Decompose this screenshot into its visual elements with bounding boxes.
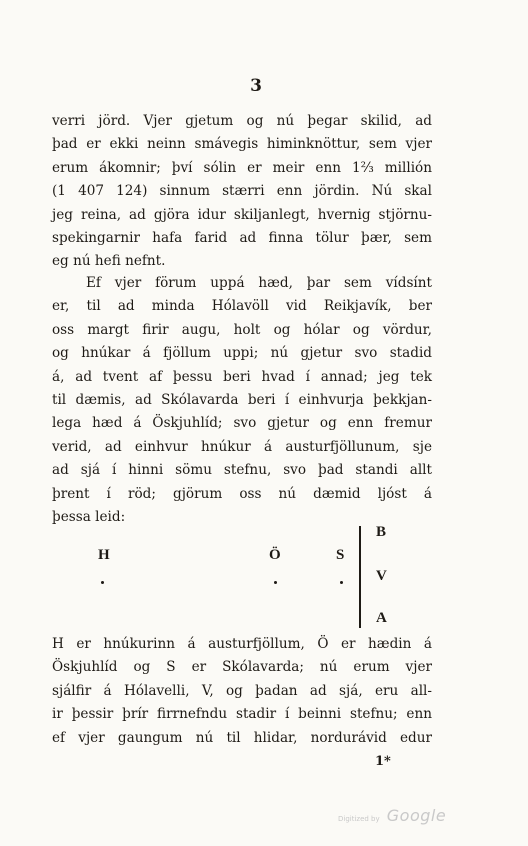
page-number: 3 [250, 76, 262, 96]
diagram-point-h [101, 581, 104, 584]
diagram-label-s: S [336, 547, 345, 563]
text-line: ef vjer gaungum nú til hlidar, nordurávid edur [52, 729, 432, 746]
watermark-brand: Google [386, 806, 447, 825]
diagram-label-a: A [376, 610, 387, 626]
text-line: sjálfir á Hólavelli, V, og þadan ad sjá, eru all- [52, 682, 432, 699]
text-line: verri jörd. Vjer gjetum og nú þegar skilid, ad [52, 113, 432, 129]
paragraph-2 [52, 272, 432, 529]
paragraph-1 [52, 110, 432, 274]
text-line: eg nú hefi nefnt. [52, 253, 166, 270]
text-line: þessa leid: [52, 508, 126, 525]
diagram-point-o [274, 581, 277, 584]
text-line: erum ákomnir; því sólin er meir enn 1⅔ millión [52, 159, 432, 176]
position-diagram [0, 520, 528, 632]
text-line: er, til ad minda Hólavöll vid Reikjavík, ber [52, 298, 432, 315]
diagram-vertical-line [359, 526, 361, 628]
text-line: á, ad tvent af þessu beri hvad í annad; jeg tek [52, 368, 432, 385]
diagram-label-b: B [376, 524, 387, 540]
text-line: og hnúkar á fjöllum uppi; nú gjetur svo stadid [52, 345, 432, 362]
text-line: ad sjá í hinni sömu stefnu, svo þad standi allt [52, 462, 432, 479]
text-line: þad er ekki neinn smávegis himinknöttur, sem vjer [52, 136, 432, 153]
text-line: Ef vjer förum uppá hæd, þar sem vídsínt [86, 275, 432, 291]
diagram-label-o: Ö [269, 547, 281, 563]
text-line: ir þessir þrír firrnefndu stadir í beinni stefnu; enn [52, 706, 432, 723]
paragraph-3 [52, 633, 432, 750]
text-line: H er hnúkurinn á austurfjöllum, Ö er hædin á [52, 636, 432, 652]
digitization-watermark [338, 806, 446, 825]
text-line: þrent í röd; gjörum oss nú dæmid ljóst á [52, 485, 432, 502]
text-line: lega hæd á Öskjuhlíd; svo gjetur og enn fremur [52, 415, 432, 432]
diagram-label-h: H [98, 547, 110, 563]
text-line: jeg reina, ad gjöra idur skiljanlegt, hvernig stjörnu- [52, 206, 432, 223]
diagram-point-s [340, 581, 343, 584]
diagram-label-v: V [376, 568, 387, 584]
text-line: verid, ad einhvur hnúkur á austurfjöllunum, sje [52, 438, 432, 455]
text-line: oss margt firir augu, holt og hólar og vördur, [52, 321, 432, 338]
signature-mark: 1* [375, 754, 391, 769]
text-line: til dæmis, ad Skólavarda beri í einhvurja þekkjan- [52, 391, 432, 408]
watermark-prefix: Digitized by [338, 815, 380, 823]
text-line: (1 407 124) sinnum stærri enn jördin. Nú skal [52, 183, 432, 200]
text-line: Öskjuhlíd og S er Skólavarda; nú erum vjer [52, 659, 432, 676]
text-line: spekingarnir hafa farid ad finna tölur þær, sem [52, 229, 432, 246]
